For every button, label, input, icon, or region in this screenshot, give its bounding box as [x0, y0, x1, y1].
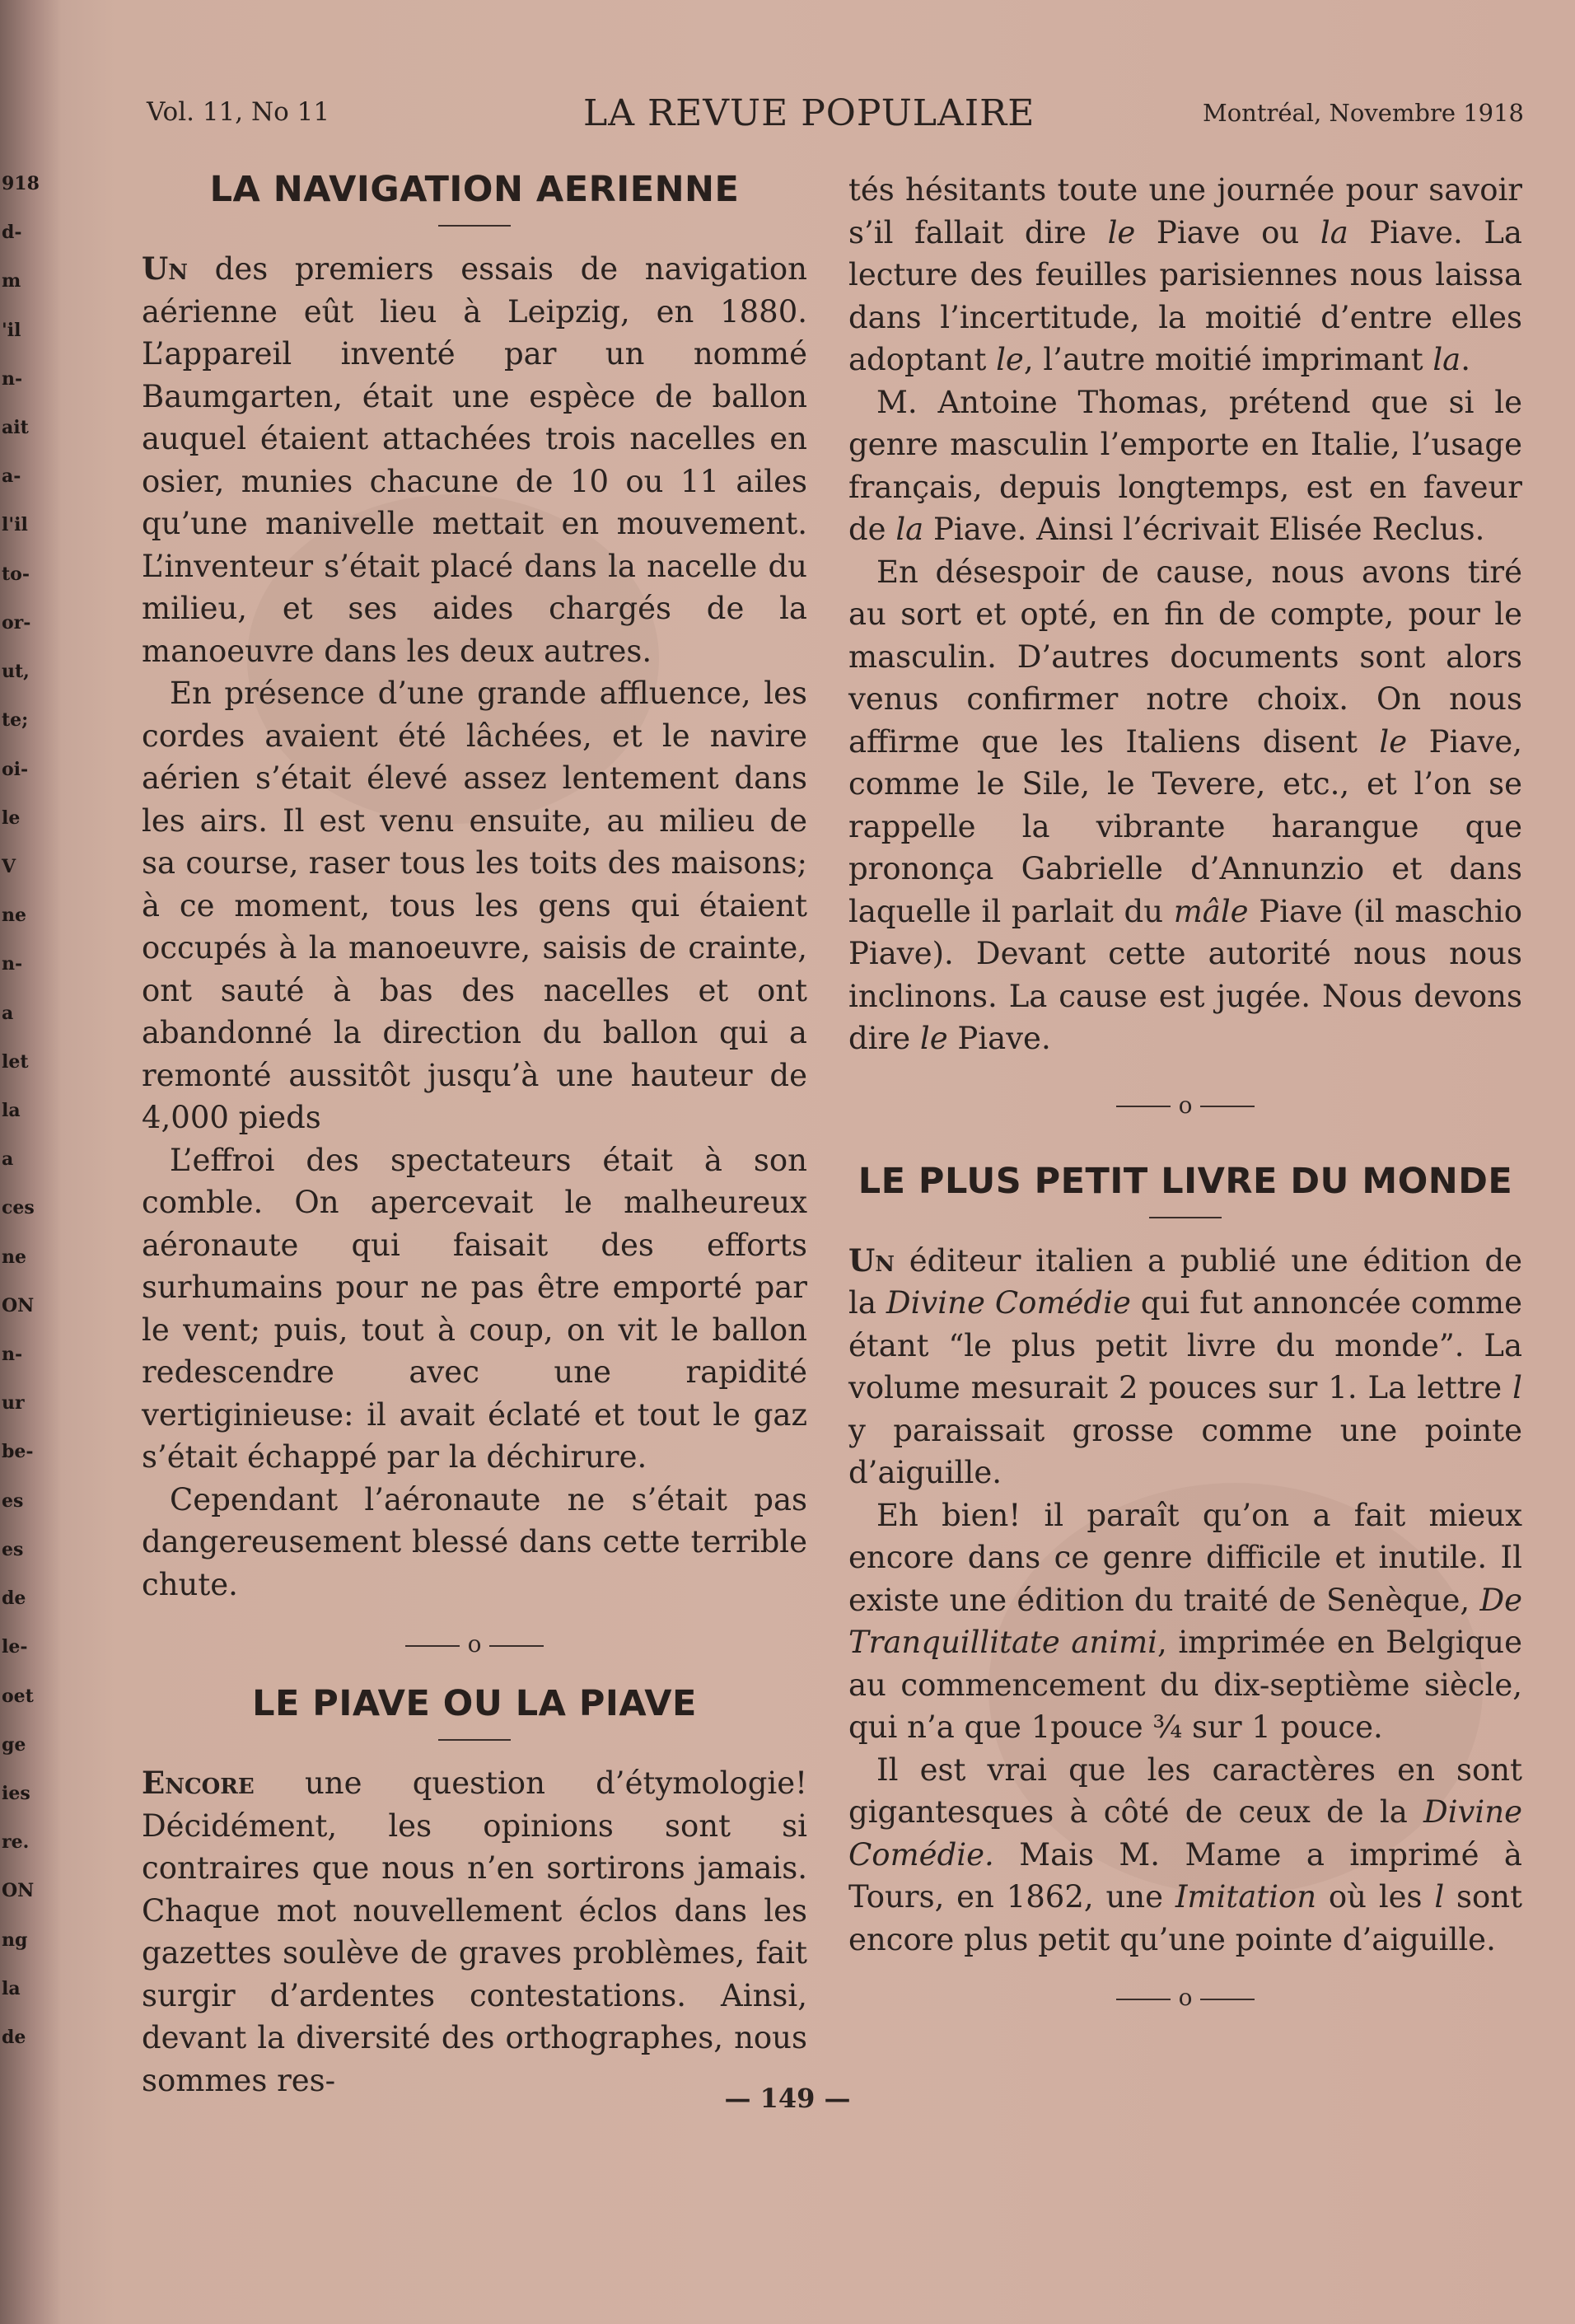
gutter-text-fragment: de — [2, 2027, 26, 2048]
gutter-text-fragment: a — [2, 1003, 14, 1024]
gutter-text-fragment: es — [2, 1490, 24, 1512]
gutter-text-fragment: l'il — [2, 514, 28, 535]
section-separator: o — [848, 1977, 1522, 2018]
gutter-text-fragment: ON — [2, 1880, 35, 1901]
heading-rule — [438, 1739, 511, 1741]
magazine-title: LA REVUE POPULAIRE — [583, 92, 1035, 134]
gutter-text-fragment: ur — [2, 1392, 25, 1414]
gutter-text-fragment: a — [2, 1148, 14, 1170]
gutter-text-fragment: n- — [2, 953, 23, 975]
section-separator: o — [848, 1085, 1522, 1126]
article-paragraph: Un éditeur italien a publié une édition de la Divine Comédie qui fut annoncée comme étant “le plus petit livre du monde”. La volume mesurait 2 pouces sur 1. La lettre l y paraissait grosse comme une pointe d’aiguille. — [848, 1241, 1522, 1490]
article-paragraph: L’effroi des spectateurs était à son comble. On apercevait le malheureux aéronaute qui faisait des efforts surhumains pour ne pas être emporté par le vent; puis, tout à coup, on vit le ballon redescendre avec une rapidité vertiginieuse: il avait éclaté et tout le gaz s’était échappé par la déchirure. — [142, 1142, 807, 1475]
gutter-text-fragment: la — [2, 1100, 21, 1121]
gutter-text-fragment: oi- — [2, 759, 29, 780]
gutter-text-fragment: V — [2, 856, 16, 877]
paragraph-text: une question d’étymologie! Décidément, les opinions sont si contraires que nous n’en sortirons jamais. Chaque mot nouvellement éclos dans les gazettes soulève de graves problèmes, fait surgir d’ardentes contestations. Ainsi, devant la diversité des orthographes, nous sommes res- — [142, 1765, 807, 2098]
article-paragraph — [142, 248, 807, 672]
gutter-text-fragment: ies — [2, 1783, 30, 1804]
article-paragraph: tés hésitants toute une journée pour savoir s’il fallait dire le Piave ou la Piave. La lecture des feuilles parisiennes nous laissa dans l’incertitude, la moitié d’entre elles adoptant le, l’autre moitié imprimant la. — [848, 172, 1522, 377]
gutter-text-fragment: n- — [2, 368, 23, 390]
gutter-text-fragment: 918 — [2, 173, 40, 194]
gutter-text-fragment: be- — [2, 1441, 34, 1462]
gutter-text-fragment: ait — [2, 417, 29, 438]
volume-issue: Vol. 11, No 11 — [147, 97, 330, 127]
gutter-text-fragment: le — [2, 807, 21, 829]
section-separator: o — [142, 1624, 807, 1665]
gutter-text-fragment: ces — [2, 1197, 35, 1218]
article-paragraph: M. Antoine Thomas, prétend que si le genre masculin l’emporte en Italie, l’usage français, depuis longtemps, est en faveur de la Piave. Ainsi l’écrivait Elisée Reclus. — [848, 384, 1522, 547]
article-paragraph — [142, 1762, 807, 2102]
gutter-text-fragment: es — [2, 1539, 24, 1560]
right-column — [848, 169, 1522, 2018]
gutter-text-fragment: ne — [2, 905, 26, 926]
gutter-text-fragment: re. — [2, 1831, 30, 1853]
left-column — [142, 169, 807, 2102]
gutter-text-fragment: ut, — [2, 661, 30, 682]
gutter-text-fragment: let — [2, 1051, 29, 1073]
article-paragraph: Il est vrai que les caractères en sont gigantesques à côté de ceux de la Divine Comédie. Mais M. Mame a imprimé à Tours, en 1862, une Imitation où les l sont encore plus petit qu’une pointe d’aiguille. — [848, 1751, 1522, 1957]
gutter-text-fragment: oet — [2, 1686, 34, 1707]
gutter-text-fragment: n- — [2, 1344, 23, 1365]
gutter-text-fragment: 'il — [2, 320, 21, 341]
paragraph-text: des premiers essais de navigation aérienne eût lieu à Leipzig, en 1880. L’appareil inventé par un nommé Baumgarten, était une espèce de ballon auquel étaient attachées trois nacelles en osier, munies chacune de 10 ou 11 ailes qu’une manivelle mettait en mouvement. L’inventeur s’était placé dans la nacelle du milieu, et ses aides chargés de la manoeuvre dans les deux autres. — [142, 251, 807, 669]
gutter-text-fragment: le- — [2, 1636, 28, 1658]
gutter-text-fragment: te; — [2, 709, 29, 731]
article-heading: LE PLUS PETIT LIVRE DU MONDE — [858, 1160, 1513, 1202]
article-paragraph: Cependant l’aéronaute ne s’était pas dangereusement blessé dans cette terrible chute. — [142, 1481, 807, 1602]
facing-page-gutter — [0, 0, 64, 2324]
gutter-text-fragment: ON — [2, 1295, 35, 1316]
article-paragraph: En présence d’une grande affluence, les cordes avaient été lâchées, et le navire aérien s’était élevé assez lentement dans les airs. Il est venu ensuite, au milieu de sa course, raser tous les toits des maisons; à ce moment, tous les gens qui étaient occupés à la manoeuvre, saisis de crainte, ont sauté à bas des nacelles et ont abandonné la direction du ballon qui a remonté aussitôt jusqu’à une hauteur de 4,000 pieds — [142, 676, 807, 1135]
gutter-text-fragment: a- — [2, 465, 21, 487]
gutter-text-fragment: d- — [2, 222, 22, 243]
page-header — [147, 92, 1524, 147]
gutter-text-fragment: ge — [2, 1734, 26, 1756]
article-heading: LA NAVIGATION AERIENNE — [209, 169, 740, 210]
gutter-text-fragment: or- — [2, 612, 31, 634]
gutter-text-fragment: to- — [2, 563, 30, 585]
article-paragraph: En désespoir de cause, nous avons tiré au sort et opté, en fin de compte, pour le masculin. D’autres documents sont alors venus confirmer notre choix. On nous affirme que les Italiens disent le Piave, comme le Sile, le Tevere, etc., et l’on se rappelle la vibrante harangue que prononça Gabrielle d’Annunzio et dans laquelle il parlait du mâle Piave (il maschio Piave). Devant cette autorité nous nous inclinons. La cause est jugée. Nous devons dire le Piave. — [848, 554, 1522, 1056]
drop-cap: Un — [848, 1241, 895, 1279]
gutter-text-fragment: la — [2, 1978, 21, 1999]
gutter-text-fragment: de — [2, 1588, 26, 1609]
page-number: — 149 — — [724, 2083, 851, 2114]
article-heading: LE PIAVE OU LA PIAVE — [252, 1683, 697, 1724]
drop-cap: Un — [142, 250, 189, 287]
article-paragraph: Eh bien! il paraît qu’on a fait mieux encore dans ce genre difficile et inutile. Il existe une édition du traité de Senèque, De Tranquillitate animi, imprimée en Belgique au commencement du dix-septième siècle, qui n’a que 1pouce ¾ sur 1 pouce. — [848, 1497, 1523, 1745]
heading-rule — [438, 225, 511, 227]
issue-date: Montréal, Novembre 1918 — [1203, 99, 1524, 127]
gutter-text-fragment: ng — [2, 1929, 28, 1951]
gutter-text-fragment: ne — [2, 1246, 26, 1268]
heading-rule — [1149, 1217, 1222, 1218]
gutter-text-fragment: m — [2, 270, 21, 292]
drop-cap: Encore — [142, 1765, 255, 1801]
